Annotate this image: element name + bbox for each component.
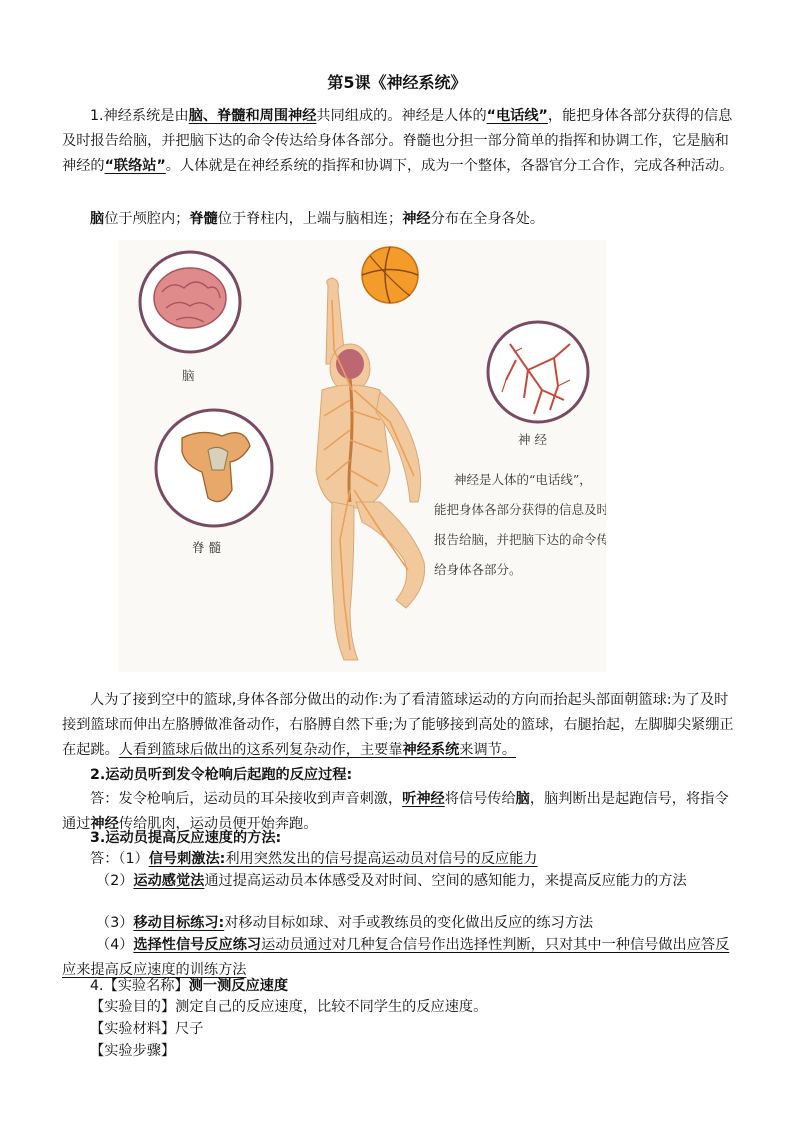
method-text: 利用突然发出的信号提高运动员对信号的反应能力: [225, 851, 538, 867]
key-term: 脊髓: [189, 211, 218, 227]
field-value: 尺子: [175, 1021, 204, 1037]
basketball-icon: [362, 247, 418, 303]
text: ，脑判断出是起跑信号，将指令通过: [62, 791, 729, 832]
text: 位于颅腔内；: [104, 211, 190, 227]
field-label: 【实验步骤】: [90, 1043, 176, 1059]
text: 答：发令枪响后，运动员的耳朵接收到声音刺激，: [90, 791, 403, 807]
spine-inset: [156, 410, 272, 526]
item-prefix: 答：（1）: [90, 851, 149, 867]
item-prefix: （2）: [96, 873, 134, 889]
basketball-paragraph: [62, 688, 742, 763]
field-value: 测定自己的反应速度，比较不同学生的反应速度。: [175, 999, 488, 1015]
text: 人为了接到空中的篮球,身体各部分做出的动作:为了看清篮球运动的方向而抬起头部面朝篮球:为了及时接到篮球而伸出左胳膊做准备动作，右胳膊自然下垂;为了能够接到高处的篮球，右腿抬起，左脚脚尖紧绷正在起跳。: [62, 692, 734, 758]
method-text: 运动员通过对几种复合信号作出选择性判断，只对其中一种信号做出应答反应来提高反应速度的训练方法: [62, 937, 730, 978]
text: 将信号传给: [444, 791, 516, 807]
text: 共同组成的。神经是人体的: [316, 108, 487, 124]
method-name: 运动感觉法: [133, 873, 205, 889]
item-prefix: 4.: [90, 978, 104, 994]
caption-line: 能把身体各部分获得的信息及时: [434, 502, 606, 517]
experiment-steps: [62, 1039, 742, 1064]
field-label: 【实验材料】: [90, 1021, 176, 1037]
underlined-text: 来调节。: [459, 742, 517, 758]
nerve-label: 神 经: [518, 432, 547, 447]
underlined-text: 人看到篮球后做出的这系列复杂动作，主要靠: [118, 742, 403, 758]
method-name: 信号刺激法:: [148, 851, 226, 867]
text: 传给肌肉，运动员便开始奔跑。: [118, 816, 318, 832]
para-number: 1.: [90, 108, 104, 124]
brain-label: 脑: [182, 368, 195, 383]
caption-line: 给身体各部分。: [434, 562, 522, 577]
nervous-system-figure: [118, 240, 606, 672]
item-prefix: （3）: [96, 915, 134, 931]
key-term: “联络站”: [104, 158, 166, 174]
method-item-2: [62, 869, 742, 894]
heading-text: 3.运动员提高反应速度的方法:: [90, 830, 282, 846]
page-title: 第5课《神经系统》: [327, 73, 467, 92]
section-2-heading: [62, 763, 742, 788]
text: 。人体就是在神经系统的指挥和协调下，成为一个整体，各器官分工合作，完成各种活动。: [165, 158, 734, 174]
method-name: 移动目标练习:: [133, 915, 225, 931]
key-term: 听神经: [402, 791, 445, 807]
method-text: 通过提高运动员本体感受及对时间、空间的感知能力，来提高反应能力的方法: [204, 873, 687, 889]
field-label: 【实验目的】: [90, 999, 176, 1015]
text: 位于脊柱内，上端与脑相连；: [217, 211, 403, 227]
key-term: 脑、脊髓和周围神经: [188, 108, 317, 124]
location-paragraph: [62, 207, 742, 232]
text: 分布在全身各处。: [430, 211, 545, 227]
intro-paragraph: [62, 104, 742, 179]
key-term: 神经系统: [402, 742, 460, 758]
heading-text: 2.运动员听到发令枪响后起跑的反应过程:: [90, 767, 353, 783]
method-name: 选择性信号反应练习: [133, 937, 262, 953]
key-term: 脑: [90, 211, 105, 227]
nerve-inset: [488, 322, 588, 422]
text: 神经系统是由: [103, 108, 189, 124]
key-term: “电话线”: [486, 108, 548, 124]
spine-label: 脊 髓: [192, 540, 221, 555]
field-label: 【实验名称】: [103, 978, 189, 994]
text: ，能把身体各部分获得的信息及时报告给脑，并把脑下达的命令传达给身体各部分。脊髓也分担一部分简单的指挥和协调工作，它是脑和神经的: [62, 108, 733, 174]
method-text: 对移动目标如球、对手或教练员的变化做出反应的练习方法: [224, 915, 594, 931]
caption-line: 报告给脑，并把脑下达的命令传达: [434, 532, 606, 547]
key-term: 神经: [90, 816, 119, 832]
caption-line: 神经是人体的“电话线”，: [454, 472, 592, 487]
key-term: 脑: [515, 791, 530, 807]
key-term: 神经: [402, 211, 431, 227]
nervous-system-illustration: [118, 240, 606, 672]
field-value: 测一测反应速度: [188, 978, 289, 994]
item-prefix: （4）: [96, 937, 134, 953]
